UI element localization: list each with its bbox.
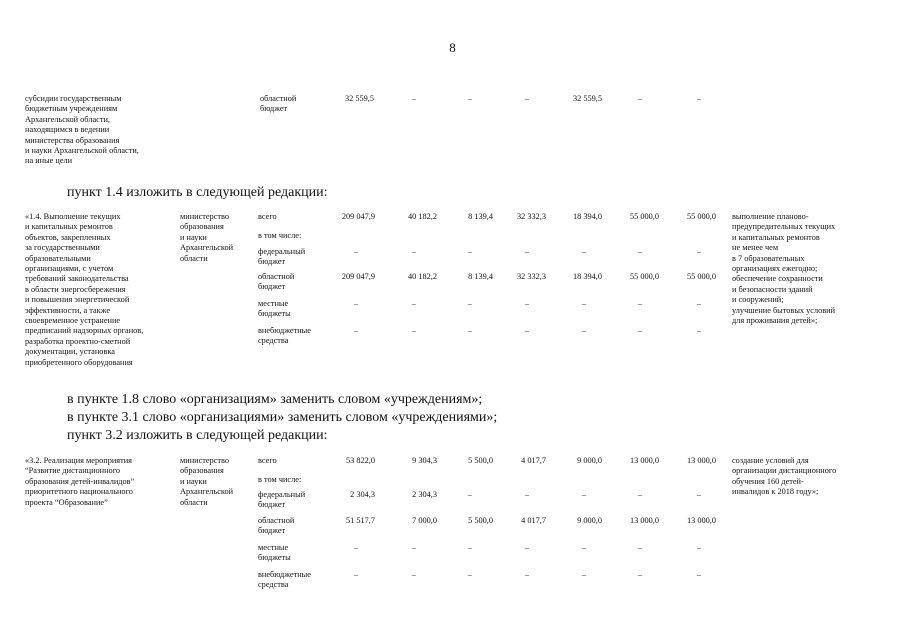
row-value: – — [353, 247, 359, 256]
block2-executor: министерство образования и науки Архангельской области — [180, 456, 234, 507]
row-value: 32 332,3 — [516, 212, 546, 221]
row-value: – — [581, 326, 587, 335]
row-label: федеральный бюджет — [258, 247, 306, 267]
row-value: 18 394,0 — [572, 272, 602, 281]
row-value: – — [637, 570, 643, 579]
row-value: 13 000,0 — [686, 456, 716, 465]
block0-value: – — [524, 94, 530, 103]
row-value: 40 182,2 — [407, 272, 437, 281]
row-value: 4 017,7 — [521, 456, 546, 465]
row-value: 55 000,0 — [629, 212, 659, 221]
block0-source: областной бюджет — [260, 94, 297, 114]
row-value: – — [467, 247, 473, 256]
row-value: 9 000,0 — [577, 456, 602, 465]
block0-value: 32 559,5 — [344, 94, 374, 103]
row-value: – — [696, 490, 702, 499]
row-value: – — [696, 247, 702, 256]
block0-value: 32 559,5 — [572, 94, 602, 103]
row-value: 18 394,0 — [572, 212, 602, 221]
row-value: – — [467, 326, 473, 335]
row-value: – — [524, 326, 530, 335]
row-value: – — [637, 299, 643, 308]
row-value: 4 017,7 — [521, 516, 546, 525]
row-value: – — [581, 570, 587, 579]
row-value: 13 000,0 — [686, 516, 716, 525]
row-value: 2 304,3 — [350, 490, 375, 499]
row-value: – — [637, 326, 643, 335]
row-value: 51 517,7 — [345, 516, 375, 525]
row-value: – — [524, 543, 530, 552]
block2-name: «3.2. Реализация мероприятия “Развитие дистанционного образования детей-инвалидов” приоритетного национального проекта “Образование” — [25, 456, 135, 507]
row-value: – — [353, 299, 359, 308]
row-value: 5 500,0 — [468, 456, 493, 465]
row-value: – — [696, 570, 702, 579]
row-value: 55 000,0 — [686, 272, 716, 281]
row-value: 13 000,0 — [629, 456, 659, 465]
row-value: – — [411, 570, 417, 579]
row-label: местные бюджеты — [258, 299, 291, 319]
row-value: 32 332,3 — [516, 272, 546, 281]
row-value: – — [581, 299, 587, 308]
row-value: 55 000,0 — [629, 272, 659, 281]
row-value: – — [353, 326, 359, 335]
row-value: – — [637, 490, 643, 499]
block1-executor: министерство образования и науки Архангельской области — [180, 212, 234, 263]
row-label: местные бюджеты — [258, 543, 291, 563]
row-value: 5 500,0 — [468, 516, 493, 525]
block0-name: субсидии государственным бюджетным учреждениям Архангельской области, находящимся в ведении министерства образования и науки Архангельской области, на иные цели — [25, 94, 139, 166]
row-value: – — [411, 299, 417, 308]
block1-name: «1.4. Выполнение текущих и капитальных ремонтов объектов, закрепленных за государственными образовательными организациями, с учетом требований законодательства в области энергосбережения и повышения энергетической эффективности, а также своевременное устранение предписаний надзорных органов, разработка проектно-сметной документации, установка приобретенного оборудования — [25, 212, 144, 367]
row-value: 2 304,3 — [412, 490, 437, 499]
row-value: 8 139,4 — [468, 272, 493, 281]
instruction-1: пункт 1.4 изложить в следующей редакции: — [67, 185, 328, 200]
row-value: – — [524, 247, 530, 256]
row-label: внебюджетные средства — [258, 326, 311, 346]
block0-value: – — [411, 94, 417, 103]
page-number: 8 — [449, 40, 456, 55]
row-label: всего — [258, 212, 277, 221]
row-value: 40 182,2 — [407, 212, 437, 221]
row-label: в том числе: — [258, 231, 302, 240]
row-value: 209 047,9 — [341, 212, 375, 221]
row-value: – — [467, 570, 473, 579]
row-value: – — [696, 326, 702, 335]
row-value: 9 000,0 — [577, 516, 602, 525]
row-value: – — [467, 543, 473, 552]
row-value: 8 139,4 — [468, 212, 493, 221]
row-value: – — [696, 543, 702, 552]
instruction-2: в пункте 1.8 слово «организациям» заменить словом «учреждениям»; — [67, 392, 483, 407]
row-label: областной бюджет — [258, 516, 295, 536]
row-value: – — [581, 543, 587, 552]
row-value: – — [467, 490, 473, 499]
row-value: 55 000,0 — [686, 212, 716, 221]
instruction-4: пункт 3.2 изложить в следующей редакции: — [67, 428, 328, 443]
instruction-3: в пункте 3.1 слово «организациями» заменить словом «учреждениями»; — [67, 410, 498, 425]
row-value: – — [353, 570, 359, 579]
row-value: – — [353, 543, 359, 552]
row-label: внебюджетные средства — [258, 570, 311, 590]
row-value: – — [524, 490, 530, 499]
block0-value: – — [467, 94, 473, 103]
block2-result: создание условий для организации дистанционного обучения 160 детей- инвалидов к 2018 году»; — [732, 456, 837, 497]
row-value: – — [581, 490, 587, 499]
row-label: в том числе: — [258, 475, 302, 484]
row-value: – — [411, 326, 417, 335]
row-value: 7 000,0 — [412, 516, 437, 525]
block0-value: – — [637, 94, 643, 103]
row-value: – — [696, 299, 702, 308]
row-value: – — [467, 299, 473, 308]
row-value: 209 047,9 — [341, 272, 375, 281]
block0-value: – — [696, 94, 702, 103]
block1-result: выполнение планово- предупредительных текущих и капитальных ремонтов не менее чем в 7 образовательных организациях ежегодно; обеспечение сохранности и безопасности зданий и сооружений; улучшение бытовых условий для проживания детей»; — [732, 212, 836, 326]
row-label: федеральный бюджет — [258, 490, 306, 510]
row-value: – — [581, 247, 587, 256]
row-value: – — [524, 299, 530, 308]
row-value: – — [637, 247, 643, 256]
row-value: 13 000,0 — [629, 516, 659, 525]
row-value: 9 304,3 — [412, 456, 437, 465]
row-label: всего — [258, 456, 277, 465]
row-value: – — [637, 543, 643, 552]
row-label: областной бюджет — [258, 272, 295, 292]
row-value: 53 822,0 — [345, 456, 375, 465]
row-value: – — [524, 570, 530, 579]
row-value: – — [411, 543, 417, 552]
row-value: – — [411, 247, 417, 256]
